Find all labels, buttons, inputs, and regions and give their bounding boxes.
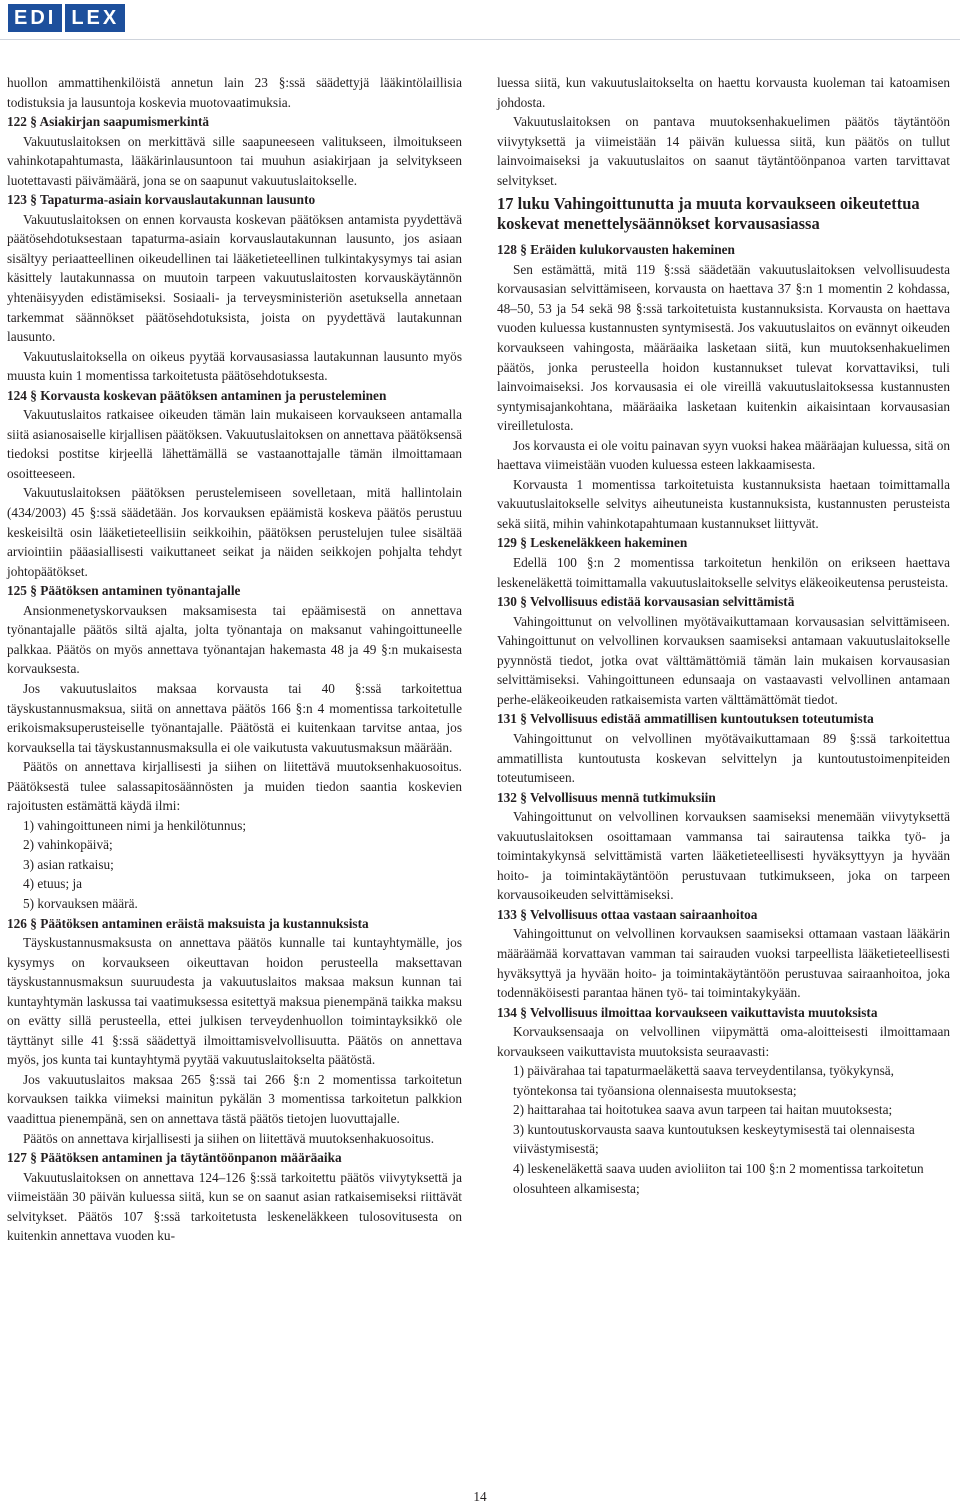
- paragraph: Päätös on annettava kirjallisesti ja siihen on liitettävä muutoksenhakuosoitus.: [23, 1130, 435, 1146]
- section-heading: 133 § Velvollisuus ottaa vastaan sairaanhoitoa: [497, 906, 758, 922]
- paragraph: Edellä 100 §:n 2 momentissa tarkoitetun henkilön on erikseen haettava leskeneläkettä toimittamalla vakuutuslaitokselle selvitys eläkeoikeutensa perusteista.: [497, 555, 950, 590]
- section-heading: 123 § Tapaturma-asiain korvauslautakunnan lausunto: [7, 192, 316, 208]
- paragraph: huollon ammattihenkilöistä annetun lain 23 §:ssä säädettyjä lääkintölaillisia todistuksia ja lausuntoja koskevia muotovaatimuksia.: [7, 75, 462, 110]
- section-heading: 122 § Asiakirjan saapumismerkintä: [7, 114, 210, 130]
- paragraph: Vakuutuslaitoksella on oikeus pyytää korvausasiassa lautakunnan lausunto myös muusta kuin 1 momentissa tarkoitetusta päätösehdotuksesta.: [7, 348, 462, 384]
- logo-right: LEX: [65, 4, 125, 32]
- list-item: 2) vahinkopäivä;: [23, 837, 113, 853]
- section-heading: 124 § Korvausta koskevan päätöksen antaminen ja perusteleminen: [7, 387, 387, 403]
- section-heading: 127 § Päätöksen antaminen ja täytäntöönpanon määräaika: [7, 1150, 342, 1166]
- paragraph: Päätös on annettava kirjallisesti ja siihen on liitettävä muutoksenhakuosoitus. Päätöksestä tulee salassapitosäännösten ja muiden tiedon saantia koskevien rajoitusten estämättä käydä ilmi:: [7, 759, 462, 814]
- section-heading: 126 § Päätöksen antaminen eräistä maksuista ja kustannuksista: [7, 915, 369, 931]
- paragraph: Korvausta 1 momentissa tarkoitetuista kustannuksista haetaan toimittamalla vakuutuslaitokselle selvitys aiheutuneista kustannuksista, kustannusten perusteista sekä siitä, mihin vahinkotapahtumaan kustannukset liittyvät.: [497, 476, 950, 531]
- list-item: 4) leskeneläkettä saava uuden avioliiton tai 100 §:n 2 momentissa tarkoitetun olosuhteen alkamisesta;: [513, 1160, 924, 1196]
- section-heading: 130 § Velvollisuus edistää korvausasian selvittämistä: [497, 594, 795, 610]
- paragraph: Vakuutuslaitoksen on annettava 124–126 §:ssä tarkoitettu päätös viivytyksettä ja viimeistään 30 päivän kuluessa siitä, kun se on saanut asian ratkaisemiseksi riittävät selvitykset. Päätös 107 §:ssä tarkoitetusta leskeneläkkeen tulosovitusesta on kuitenkin annettava vuoden ku-: [7, 1169, 462, 1244]
- paragraph: Vakuutuslaitoksen on merkittävä sille saapuneeseen valitukseen, ilmoitukseen vahinkotapahtumasta, lääkärinlausuntoon tai muuhun asiakirjaan ja selvitykseen luotettavasti päivämäärä, jona se on saapunut vakuutuslaitokselle.: [7, 133, 462, 188]
- paragraph: Vakuutuslaitoksen on pantava muutoksenhakuelimen päätös täytäntöön viivytyksettä ja viimeistään 14 päivän kuluessa siitä, kun päätös on tullut lainvoimaiseksi ja vakuutuslaitos on saanut täytäntöönpanoa varten tarvittavat selvitykset.: [497, 114, 950, 188]
- edilex-logo[interactable]: [8, 4, 125, 32]
- paragraph: Jos vakuutuslaitos maksaa korvausta tai 40 §:ssä tarkoitettua täyskustannusmaksua, siitä on annettava päätös 166 §:n 4 momentissa tarkoitetulle erikoismaksuperusteiselle työnantajalle. Päätöstä ei kuitenkaan tarvitse antaa, jos korvauksella tai täyskustannusmaksulla ei ole vaikutusta vakuutusmaksun määrään.: [7, 680, 462, 755]
- section-heading: 132 § Velvollisuus mennä tutkimuksiin: [497, 789, 716, 805]
- paragraph: Vahingoittunut on velvollinen korvauksen saamiseksi menemään viivytyksettä vakuutuslaitoksen osoittamaan vammansa tai sairautensa taikka työ- ja toimintakykynsä selvittämistä varten lääketieteellisesti hyväksyttyyn ja hyvään hoito- ja toimintakäytäntöön perustuvaan tutkimukseen, joka on tarpeen korvausoikeuden selvittämiseksi.: [497, 809, 950, 903]
- list-item: 4) etuus; ja: [23, 876, 83, 892]
- header-divider: [0, 39, 960, 40]
- header-bar: [0, 0, 960, 39]
- section-heading: 125 § Päätöksen antaminen työnantajalle: [7, 583, 241, 599]
- list-item: 3) asian ratkaisu;: [23, 856, 114, 872]
- paragraph: Jos vakuutuslaitos maksaa 265 §:ssä tai 266 §:n 2 momentissa tarkoitetun korvauksen taikka viimeksi mainitun pykälän 3 momentissa tarkoitetun palkkion vaadittua pienempänä, sen on annettava tästä päätös tietojen luovuttajalle.: [7, 1071, 462, 1126]
- paragraph: Vakuutuslaitos ratkaisee oikeuden tämän lain mukaiseen korvaukseen antamalla siitä asianosaiselle kirjallisen päätöksen. Vakuutuslaitoksen on annettava päätöksensä tiedoksi postitse kirjeellä lähettämällä se vastaanottajalle tämän ilmoittamaan osoitteeseen.: [7, 407, 462, 481]
- chapter-heading: 17 luku Vahingoittunutta ja muuta korvaukseen oikeutettua koskevat menettelysäännökset korvausasiassa: [497, 194, 920, 234]
- section-heading: 128 § Eräiden kulukorvausten hakeminen: [497, 242, 735, 258]
- section-heading: 134 § Velvollisuus ilmoittaa korvaukseen vaikuttavista muutoksista: [497, 1004, 878, 1020]
- paragraph: Vakuutuslaitoksen on ennen korvausta koskevan päätöksen antamista pyydettävä päätösehdotuksestaan tapaturma-asiain korvauslautakunnan lausunto, jos asiaan sisältyy periaatteellinen oikeudellinen tai lääketieteellinen tulkintakysymys tai asian käsittely lautakunnassa on muutoin tarpeen vakuutuslaitosten korvauskäytännön yhtenäisyyden edistämiseksi. Sosiaali- ja terveysministeriön asetuksella annetaan tarkemmat säännökset päätösehdotuksista, joista on pyydettävä lautakunnan lausunto.: [7, 211, 462, 345]
- paragraph: Täyskustannusmaksusta on annettava päätös kunnalle tai kuntayhtymälle, jos kysymys on korvaukseen oikeuttavan hoidon perusteella maksettavan täyskustannusmaksun suuruudesta ja vakuutuslaitos maksaa maksun kunnan tai kuntayhtymän laskussa tai vaatimuksessa esitettyä maksua pienempänä taikka maksu on evätty sillä perusteella, ettei julkisen terveydenhuollon toimintayksikkö ole täyttänyt sille 41 §:ssä säädettyä ilmoittamisvelvollisuutta. Päätös on annettava myös, jos kunta tai kuntayhtymä pyytää vakuutuslaitokselta päätöstä.: [7, 935, 462, 1068]
- paragraph: Vahingoittunut on velvollinen myötävaikuttamaan 89 §:ssä tarkoitettua ammatillista kuntoutusta koskevan selvittelyn ja kuntoutustoimenpiteiden toteutumiseen.: [497, 730, 950, 786]
- list-item: 2) haittarahaa tai hoitotukea saava avun tarpeen tai haitan muutoksesta;: [513, 1102, 893, 1118]
- list-item: 1) päivärahaa tai tapaturmaeläkettä saava terveydentilansa, työkykynsä, työntekonsa tai työansiona olennaisesta muutoksesta;: [513, 1063, 895, 1098]
- paragraph: Vahingoittunut on velvollinen myötävaikuttamaan korvausasian selvittämiseen. Vahingoittunut on velvollinen korvauksen saamiseksi antamaan vakuutuslaitokselle pyynnöstä tiedot, jotka ovat välttämättömiä tämän lain mukaisen korvausasian selvittämiseksi. Vahingoittuneen edunsaaja on vastaavasti velvollinen antamaan perhe-eläkeoikeuden ratkaisemista varten välttämättömät tiedot.: [497, 613, 950, 707]
- section-heading: 131 § Velvollisuus edistää ammatillisen kuntoutuksen toteutumista: [497, 711, 874, 727]
- paragraph: Jos korvausta ei ole voitu painavan syyn vuoksi hakea määräajan kuluessa, sitä on haettava viimeistään vuoden kuluessa esteen lakkaamisesta.: [497, 437, 950, 473]
- list-item: 3) kuntoutuskorvausta saava kuntoutuksen keskeytymisestä tai olennaisesta viivästymisestä;: [513, 1121, 915, 1157]
- right-column: [497, 73, 950, 1198]
- paragraph: Vahingoittunut on velvollinen korvauksen saamiseksi ottamaan vastaan lääkärin määräämää korvattavan vamman tai sairauden vuoksi tarpeellista lääketieteellisesti hyväksyttyä ja hyvään hoito- ja toimintakäytäntöön perustuvaa sairaanhoitoa, joka todennäköisesti parantaa hänen työ- tai toimintakykyään.: [497, 926, 950, 1001]
- logo-left: EDI: [8, 4, 62, 32]
- paragraph: Sen estämättä, mitä 119 §:ssä säädetään vakuutuslaitoksen velvollisuudesta korvausasian selvittämiseen, korvausta on haettava 37 §:n 1 momentin 2 kohdassa, 48–50, 53 ja 54 sekä 98 §:ssä tarkoitetuista kustannuksista. Korvausta on haettava vuoden kuluessa kustannusten syntymisestä. Jos vakuutuslaitos on evännyt oikeuden korvaukseen vahingosta, määräaika lasketaan siitä, kun muutoksenhakuelimen päätös, jonka perusteella hoidon kustannukset tulevat korvattaviksi, tuli lainvoimaiseksi. Jos korvausasia ei ole vireillä vakuutuslaitoksessa kustannusten syntymisajankohtana, määräaika lasketaan kuitenkin aikaisintaan korvausasian vireilletulosta.: [497, 261, 950, 434]
- paragraph: luessa siitä, kun vakuutuslaitokselta on haettu korvausta kuoleman tai katoamisen johdosta.: [497, 75, 950, 110]
- list-item: 5) korvauksen määrä.: [23, 895, 138, 911]
- list-item: 1) vahingoittuneen nimi ja henkilötunnus;: [23, 817, 247, 833]
- paragraph: Ansionmenetyskorvauksen maksamisesta tai epäämisestä on annettava työnantajalle päätös siltä ajalta, jolta työnantaja on maksanut vahingoittuneelle palkkaa. Päätös on myös annettava työnantajan hakemasta 48 ja 49 §:n mukaisesta korvauksesta.: [7, 602, 462, 677]
- left-column: [7, 73, 462, 1246]
- page-number: 14: [473, 1489, 487, 1504]
- section-heading: 129 § Leskeneläkkeen hakeminen: [497, 535, 688, 551]
- paragraph: Vakuutuslaitoksen päätöksen perustelemiseen sovelletaan, mitä hallintolain (434/2003) 45 §:ssä säädetään. Jos korvauksen epäämistä koskeva päätös perustuu keskeisiltä osin lääketieteellisiin seikkoihin, päätöksen perustelujen tulee sisältää arviointiin pääasiallisesti vaikuttaneet seikat ja näiden seikkojen pohjalta tehdyt johtopäätökset.: [7, 485, 462, 579]
- paragraph: Korvauksensaaja on velvollinen viipymättä oma-aloitteisesti ilmoittamaan korvaukseen vaikuttavista muutoksista seuraavasti:: [497, 1024, 950, 1059]
